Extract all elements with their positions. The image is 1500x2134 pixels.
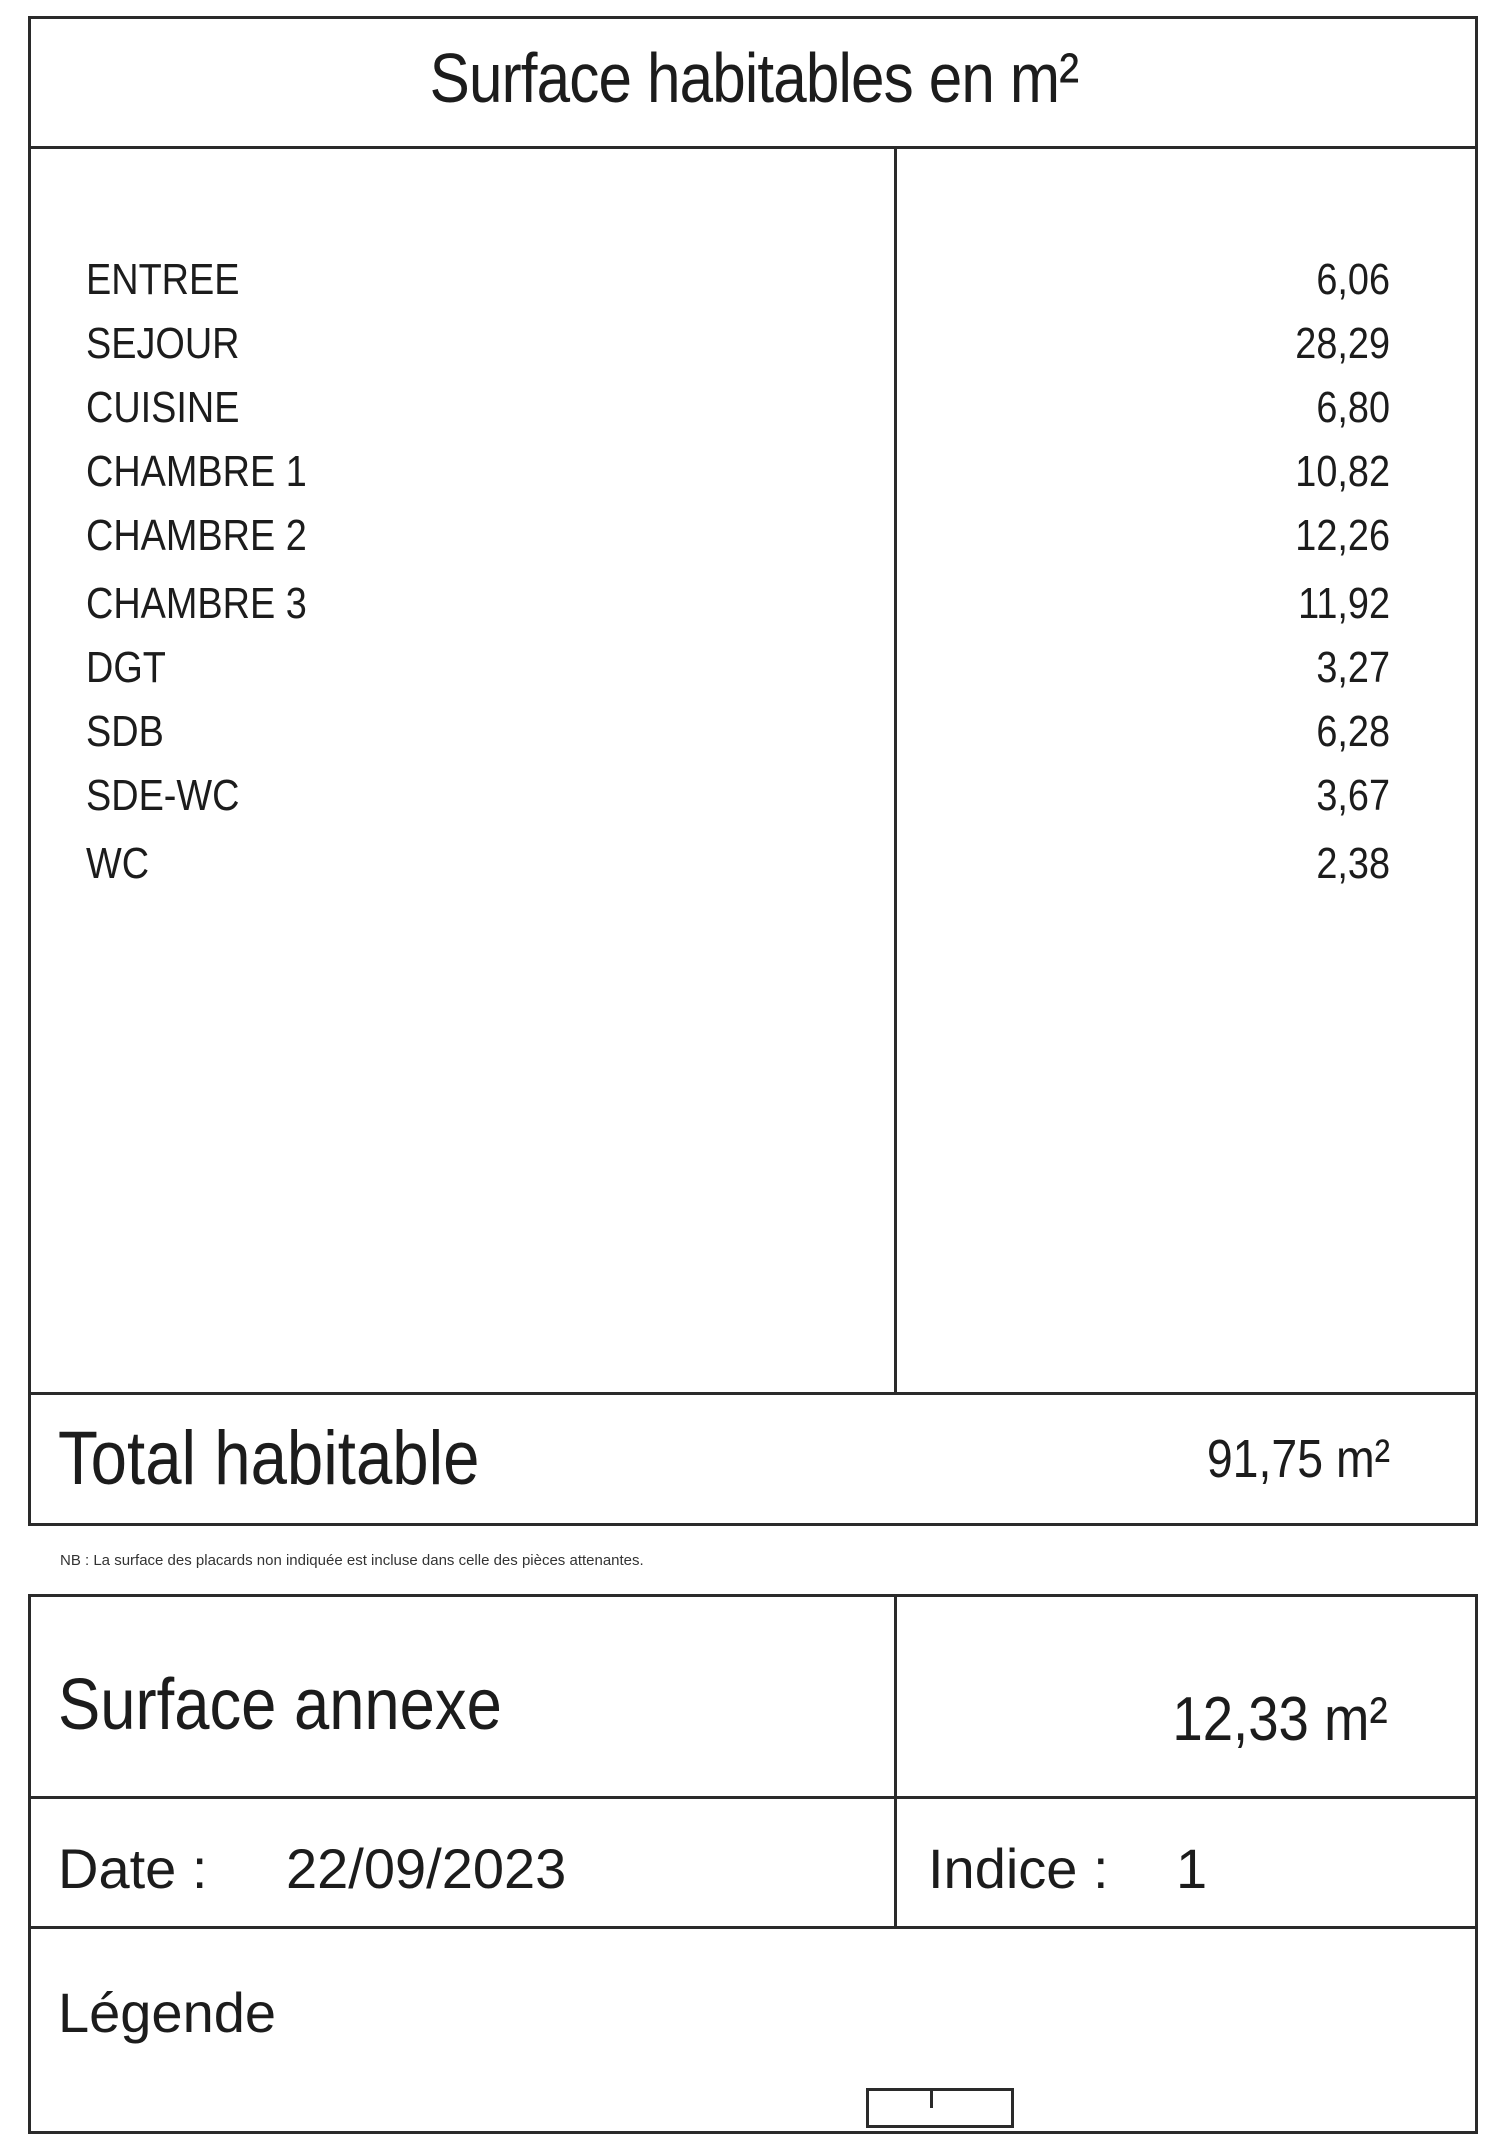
annexe-label: Surface annexe (58, 1665, 502, 1745)
indice-value: 1 (1176, 1837, 1208, 1900)
room-area: 3,67 (1316, 771, 1390, 820)
date-divider (28, 1926, 1478, 1929)
total-value: 91,75 m² (1206, 1429, 1390, 1489)
room-area: 6,80 (1316, 383, 1390, 432)
room-name: WC (86, 839, 150, 888)
room-name: SEJOUR (86, 319, 240, 368)
room-name: SDE-WC (86, 771, 240, 820)
room-area-list (1150, 248, 1390, 896)
page-title: Surface habitables en m² (429, 39, 1079, 117)
room-area: 28,29 (1295, 319, 1390, 368)
room-area: 6,06 (1316, 255, 1390, 304)
total-label: Total habitable (58, 1416, 480, 1501)
room-name: SDB (86, 707, 164, 756)
room-name: ENTREE (86, 255, 240, 304)
room-area: 6,28 (1316, 707, 1390, 756)
legend-swatch-divider (930, 2088, 933, 2108)
info-column-divider (894, 1594, 897, 1928)
total-divider (28, 1392, 1478, 1395)
annexe-divider (28, 1796, 1478, 1799)
room-area: 10,82 (1295, 447, 1390, 496)
room-area: 11,92 (1298, 579, 1390, 628)
room-name: CHAMBRE 2 (86, 511, 307, 560)
legend-title: Légende (58, 1981, 277, 2044)
room-name: CUISINE (86, 383, 240, 432)
room-area: 2,38 (1316, 839, 1390, 888)
column-divider (894, 146, 897, 1394)
date-value: 22/09/2023 (286, 1837, 567, 1900)
room-area: 12,26 (1295, 511, 1390, 560)
room-name: CHAMBRE 1 (86, 447, 307, 496)
room-name: DGT (86, 643, 166, 692)
indice-label: Indice : (928, 1837, 1109, 1900)
room-name: CHAMBRE 3 (86, 579, 307, 628)
legend-swatch (866, 2088, 1014, 2128)
room-area: 3,27 (1316, 643, 1390, 692)
date-label: Date : (58, 1837, 208, 1900)
footnote: NB : La surface des placards non indiquée est incluse dans celle des pièces attenantes. (60, 1552, 644, 1569)
annexe-value: 12,33 m² (1172, 1685, 1388, 1754)
title-divider (28, 146, 1478, 149)
room-name-list (86, 248, 386, 896)
